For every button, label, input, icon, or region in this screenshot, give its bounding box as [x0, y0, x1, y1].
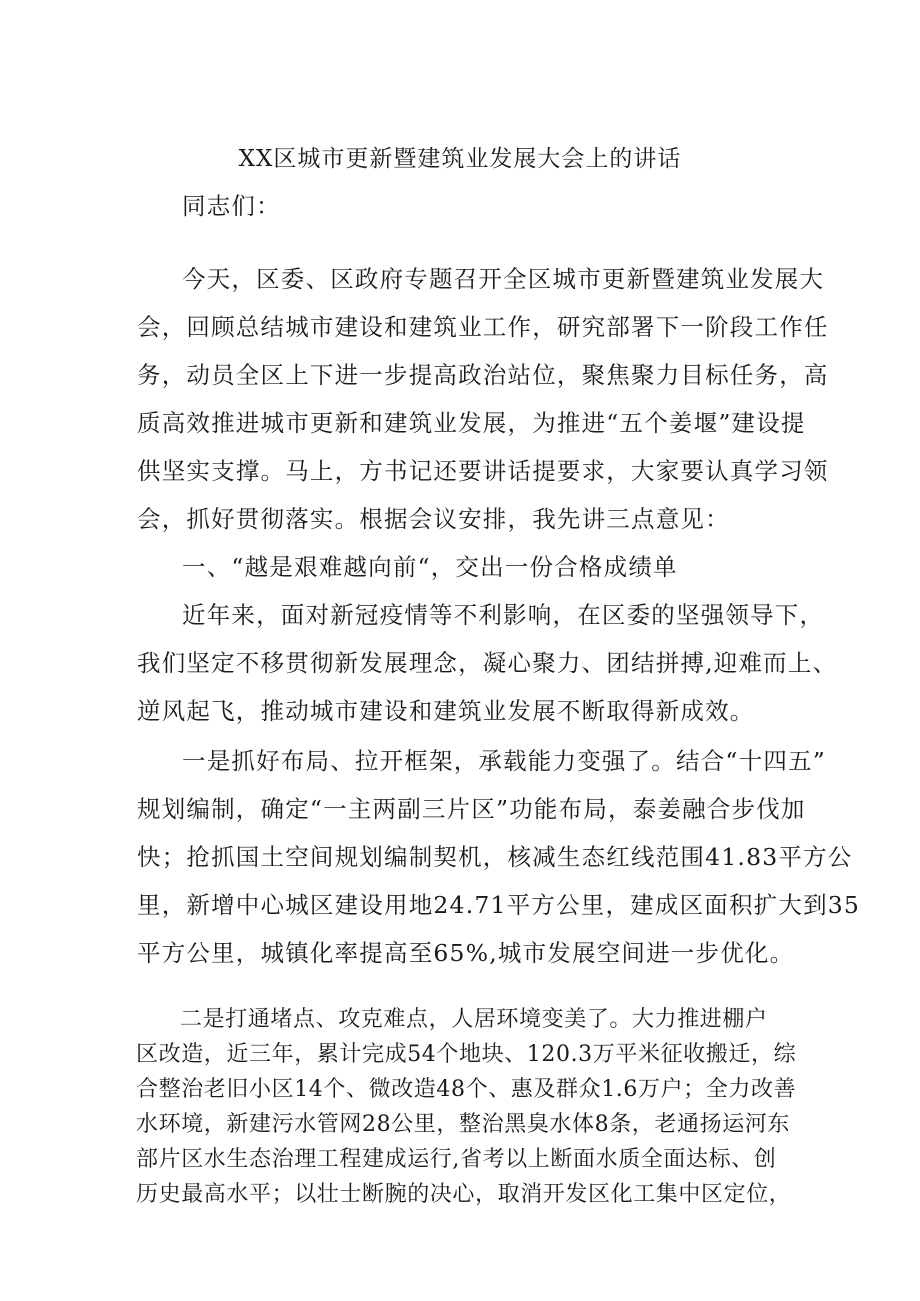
paragraph-line: 区改造，近三年，累计完成54个地块、120.3万平米征收搬迁，综	[136, 1042, 797, 1067]
paragraph-line: 会，回顾总结城市建设和建筑业工作，研究部署下一阶段工作任	[137, 313, 829, 341]
paragraph-line: 今天，区委、区政府专题召开全区城市更新暨建筑业发展大	[182, 265, 825, 293]
section-heading: 一、“越是艰难越向前“，交出一份合格成绩单	[182, 553, 678, 581]
paragraph-line: 部片区水生态治理工程建成运行,省考以上断面水质全面达标、创	[136, 1147, 777, 1172]
greeting: 同志们：	[182, 192, 281, 220]
document-title: XX区城市更新暨建筑业发展大会上的讲话	[238, 146, 682, 172]
paragraph-line: 质高效推进城市更新和建筑业发展，为推进“五个姜堰”建设提	[137, 409, 806, 437]
paragraph-line: 规划编制，确定“一主两副三片区”功能布局，泰姜融合步伐加	[137, 795, 806, 823]
paragraph-line: 会，抓好贯彻落实。根据会议安排，我先讲三点意见：	[137, 505, 730, 533]
paragraph-line: 一是抓好布局、拉开框架，承载能力变强了。结合“十四五”	[182, 747, 826, 775]
paragraph-line: 我们坚定不移贯彻新发展理念，凝心聚力、团结拼搏,迎难而上、	[137, 649, 838, 677]
paragraph-line: 逆风起飞，推动城市建设和建筑业发展不断取得新成效。	[137, 697, 755, 725]
paragraph-line: 合整治老旧小区14个、微改造48个、惠及群众1.6万户；全力改善	[136, 1077, 797, 1102]
paragraph-line: 二是打通堵点、攻克难点，人居环境变美了。大力推进棚户	[180, 1007, 768, 1032]
paragraph-line: 供坚实支撑。马上，方书记还要讲话提要求，大家要认真学习领	[137, 457, 829, 485]
paragraph-line: 快；抢抓国土空间规划编制契机，核减生态红线范围41.83平方公	[137, 843, 853, 871]
paragraph-line: 近年来，面对新冠疫情等不利影响，在区委的坚强领导下，	[182, 601, 825, 629]
paragraph-line: 水环境，新建污水管网28公里，整治黑臭水体8条，老通扬运河东	[136, 1112, 790, 1137]
paragraph-line: 里，新增中心城区建设用地24.71平方公里，建成区面积扩大到35	[137, 891, 861, 919]
paragraph-line: 务，动员全区上下进一步提高政治站位，聚焦聚力目标任务，高	[137, 361, 829, 389]
paragraph-line: 历史最高水平；以壮士断腕的决心，取消开发区化工集中区定位，	[136, 1182, 792, 1207]
paragraph-line: 平方公里，城镇化率提高至65%,城市发展空间进一步优化。	[137, 939, 795, 967]
